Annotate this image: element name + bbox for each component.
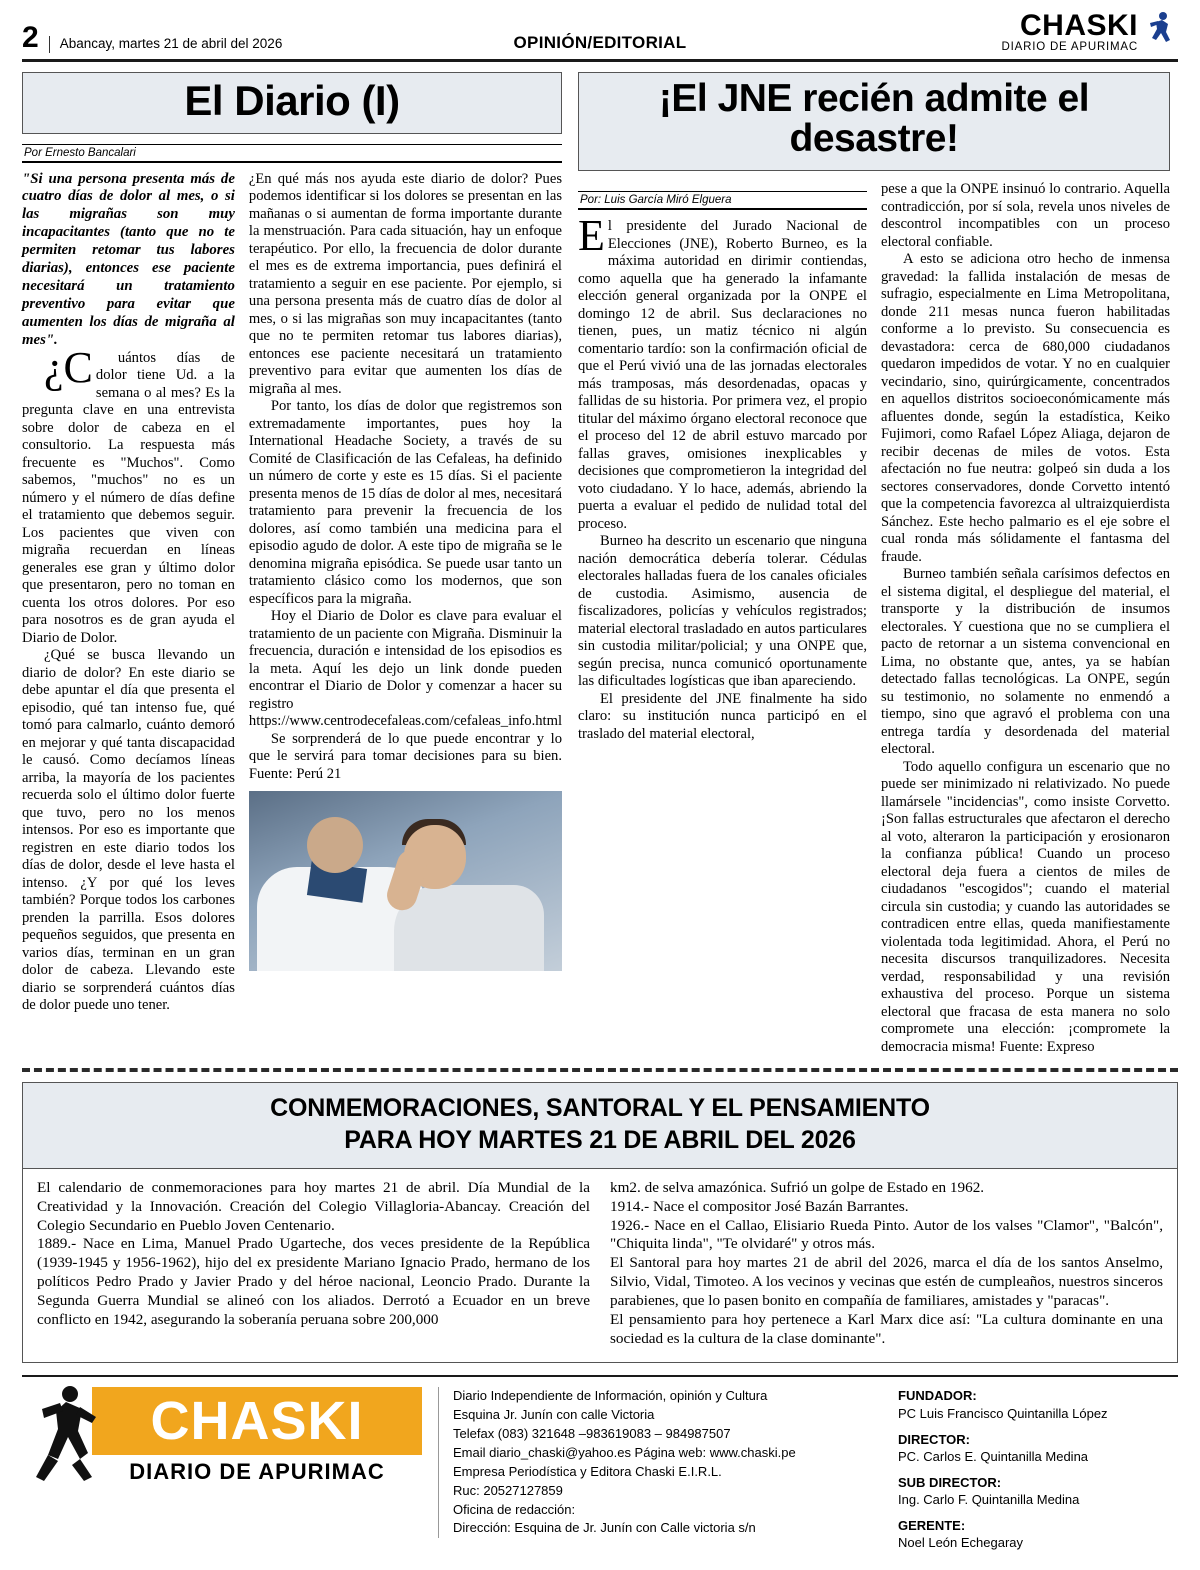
headline-left: El Diario (I) [184, 76, 400, 124]
paragraph: Burneo también señala carísimos defectos en el sistema digital, el despliegue del material, el transporte y la distribución de insumos electorales. Y cuestiona que no se cumpliera el pacto de retornar a un sistema convencional en Lima, no obstante que, antes, ya se habían detectado fallas tecnológicas. La ONPE, según su testimonio, no solamente no enmendó a tiempo, sino que agravó el problema con una entrega tardía y desordenada del material electoral. [881, 566, 1170, 758]
footer-info-line: Email diario_chaski@yahoo.es Página web: www.chaski.pe [453, 1445, 796, 1460]
paragraph: El presidente del Jurado Nacional de Elecciones (JNE), Roberto Burneo, es la máxima autoridad en dirimir contiendas, como aquella que ha generado la infamante elección general organizada por la ONPE el domingo 12 de abril. Sus declaraciones no tienen, pues, un matiz técnico ni algún comentario tardío: son la confirmación oficial de que el Perú vivió una de las jornadas electorales más tramposas, más desordenadas, opacas y fallidas de su historia. Por primera vez, el propio titular del máximo órgano electoral reconoce que el proceso del 12 de abril estuvo marcado por fallas graves, omisiones inexplicables y decisiones que comprometieron la integridad del voto ciudadano. Y lo hace, además, abriendo la puerta a evaluar el pedido de nulidad total del proceso. [578, 211, 867, 532]
byline-right: Por: Luis García Miró Elguera [578, 191, 867, 210]
staff-name: PC. Carlos E. Quintanilla Medina [898, 1449, 1089, 1465]
paragraph: km2. de selva amazónica. Sufrió un golpe de Estado en 1962. [610, 1178, 985, 1196]
byline-left: Por Ernesto Bancalari [22, 144, 562, 163]
conmemoraciones-title-box [23, 1083, 1177, 1169]
brand-name: CHASKI [1019, 9, 1138, 42]
footer-info-line: Empresa Periodística y Editora Chaski E.I.R.L. [453, 1463, 722, 1479]
footer-logo [22, 1387, 422, 1485]
footer-contact-info [438, 1387, 882, 1538]
headline-right: ¡El JNE recién admite el desastre! [658, 76, 1090, 161]
right-col-2 [881, 181, 1170, 1056]
right-article-columns [578, 181, 1170, 1056]
staff-role: SUB DIRECTOR: [898, 1474, 1002, 1490]
conmemoraciones-body [23, 1169, 1177, 1363]
section-divider [22, 1068, 1178, 1072]
headline-box-left [22, 72, 562, 134]
conmemoraciones-section [22, 1082, 1178, 1363]
paragraph: Todo aquello configura un escenario que no puede ser minimizado ni relativizado. No puede llamársele "incidencias", como insiste Corvetto. ¡Son fallas estructurales que afectaron el derecho al voto, alteraron la participación y erosionaron la confianza pública! Cuando un proceso electoral deja fuera a cientos de miles de ciudadanos "escogidos"; cuando el material circula sin custodia; y cuando las autoridades se contradicen entre ellas, queda manifiestamente violentada toda legitimidad. Ahora, el Perú no necesita discursos tranquilizadores. Necesita verdad, responsabilidad y una revisión exhaustiva del proceso. Porque un sistema electoral que fracasa de esta manera no solo compromete una elección: ¡compromete la democracia misma! Fuente: Expreso [881, 758, 1170, 1055]
footer [22, 1375, 1178, 1551]
page-number: 2 [22, 20, 39, 54]
left-col-1 [22, 171, 235, 1015]
paragraph: 1926.- Nace en el Callao, Elisiario Rueda Pinto. Autor de los valses "Clamor", "Balcón", "Chiquita linda", "Te olvidaré" y otros más. [610, 1216, 1163, 1253]
footer-info-line: Telefax (083) 321648 –983619083 – 984987507 [453, 1426, 731, 1442]
conmemoraciones-col-1 [37, 1179, 590, 1349]
staff-role: GERENTE: [898, 1517, 966, 1533]
chaski-runner-icon [1144, 10, 1176, 50]
article-jne [578, 72, 1170, 1057]
paragraph: pese a que la ONPE insinuó lo contrario. Aquella contradicción, por sí sola, revela unos niveles de descontrol incompatibles con un proceso electoral confiable. [881, 181, 1170, 250]
article-photo-doctor-patient [249, 791, 562, 971]
staff-name: PC Luis Francisco Quintanilla López [898, 1406, 1108, 1422]
left-article-columns [22, 171, 562, 1015]
paragraph: Se sorprenderá de lo que puede encontrar y lo que le servirá para tomar decisiones para su bien. Fuente: Perú 21 [248, 730, 562, 782]
staff-role: FUNDADOR: [898, 1388, 977, 1404]
conmemoraciones-title-line1: CONMEMORACIONES, SANTORAL Y EL PENSAMIENTO [270, 1094, 930, 1123]
footer-logo-text: CHASKI [150, 1391, 364, 1452]
footer-logo-band [92, 1387, 422, 1455]
paragraph: Burneo ha descrito un escenario que ninguna nación democrática debería tolerar. Cédulas electorales halladas fuera de los canales oficiales de custodia. Asimismo, ausencia de fiscalizadores, policías y vehículos registrados; material electoral trasladado en autos particulares sin custodia militar/policial; y una ONPE que, según precisa, nunca comunicó oportunamente las dificultades logísticas que iban apareciendo. [578, 533, 867, 690]
chaski-runner-icon [30, 1381, 100, 1485]
masthead [22, 0, 1178, 62]
left-col-2 [249, 171, 562, 1015]
paragraph: A esto se adiciona otro hecho de inmensa gravedad: la fallida instalación de mesas de sufragio, especialmente en Lima Metropolitana, donde 211 mesas nunca fueron habilitadas conforme a lo previsto. Su consecuencia es devastadora: cerca de 680,000 ciudadanos quedaron impedidos de votar. Y no en cualquier vecindario, sino, quirúrgicamente, concentrados en aquellos distritos socioeconómicamente más afluentes donde, según la estadística, Keiko Fujimori, como Rafael López Aliaga, dejaron de recibir decenas de miles de votos. Esta afectación no fue neutra: golpeó sin duda a los sectores conservadores, donde Corvetto intentó que la competencia favorezca al ultraizquierdista Sánchez. Este hecho palmario es el eje sobre el cual ronda más sólidamente el fantasma del fraude. [881, 251, 1170, 565]
paragraph: ¿Cuántos días de dolor tiene Ud. a la semana o al mes? Es la pregunta clave en una entrevista sobre dolor de cabeza en el consultorio. La respuesta más frecuente es "Muchos". Como sabemos, "muchos" no es un número y el número de días define el tratamiento que debemos seguir. Los pacientes que viven con migraña recuerdan en líneas generales ese gran y último dolor que presentaron, pero no toman en cuenta los otros dolores. Por eso para nosotros es de gran ayuda el Diario de Dolor. [22, 342, 235, 646]
conmemoraciones-col-2 [610, 1179, 1163, 1349]
footer-info-line: Dirección: Esquina de Jr. Junín con Calle victoria s/n [453, 1520, 756, 1536]
paragraph: El calendario de conmemoraciones para hoy martes 21 de abril. Día Mundial de la Creatividad y la Innovación. Creación del Colegio Villagloria-Abancay. Creación del Colegio Secundario en Pueblo Joven Centenario. [37, 1178, 590, 1234]
staff-name: Noel León Echegaray [898, 1535, 1024, 1551]
paragraph: ¿En qué más nos ayuda este diario de dolor? Pues podemos identificar si los dolores se presentan en las mañanas o si aumentan de forma importante durante la menstruación. Para cada situación, hay un enfoque terapéutico. Por ello, la frecuencia de dolor durante el mes es de extrema importancia, pues definirá el tratamiento a seguir en ese paciente. Por ejemplo, si una persona presenta más de cuatro días de dolor al mes, o si las migrañas son muy incapacitantes (tanto que no te permiten retomar tus labores diarias), entonces ese paciente necesitará un tratamiento preventivo para evitar que aumenten los días de migraña al mes. [248, 170, 562, 397]
right-col-1 [578, 181, 867, 1056]
paragraph: 1889.- Nace en Lima, Manuel Prado Ugarteche, dos veces presidente de la República (1939-1945 y 1956-1962), hijo del ex presidente Mariano Ignacio Prado, hermano de los políticos Pedro Prado y Javier Prado y del héroe nacional, Leoncio Prado. Durante la Segunda Guerra Mundial se alineó con los aliados. Derrotó a Ecuador en un breve conflicto en 1942, asegurando la soberanía peruana sobre 200,000 [37, 1235, 590, 1328]
brand-subtitle: DIARIO DE APURIMAC [1001, 40, 1138, 53]
paragraph: ¿Qué se busca llevando un diario de dolor? En este diario se debe apuntar el día que presenta el episodio, qué tan intenso fue, qué tomó para calmarlo, cuánto demoró en mejorar y qué tanta discapacidad le causó. Como decíamos líneas arriba, la mayoría de los pacientes recuerda solo el último dolor fuerte que tuvo, pero no los menos intensos. Por eso es importante que registren en este diario todos los días de dolor, desde el leve hasta el intenso. ¿Y por qué los leves también? Porque todos los carbones prenden la parrilla. Esos dolores pequeños seguidos, que presenta en varios días, terminan en un gran dolor de cabeza. Llevando este diario se sorprenderá cuántos días de dolor puede uno tener. [22, 647, 235, 1013]
articles-area [22, 72, 1178, 1057]
footer-info-line: Ruc: 20527127859 [453, 1482, 563, 1498]
paragraph: El Santoral para hoy martes 21 de abril del 2026, marca el día de los santos Anselmo, Silvio, Vidal, Timoteo. A los vecinos y vecinas que estén de cumpleaños, nuestros sinceros parabienes, que lo pasen bonito en compañía de familiares, amistades y "paracas". [610, 1254, 1163, 1309]
staff-name: Ing. Carlo F. Quintanilla Medina [898, 1492, 1080, 1508]
staff-role: DIRECTOR: [898, 1431, 970, 1447]
article-el-diario [22, 72, 562, 1057]
paragraph: Por tanto, los días de dolor que registremos son extremadamente importantes, pues hoy la International Headache Society, a través de su Comité de Clasificación de las Cefaleas, ha definido un número de corte y este es 15 días. Si el paciente presenta menos de 15 días de dolor al mes, necesitará tratamiento para prevenir la frecuencia de los dolores, así como también una medicina para el episodio agudo de dolor. A este tipo de migraña se le denomina migraña episódica. Se puede usar tanto un tratamiento clásico como los modernos, que son específicos para la migraña. [248, 398, 562, 607]
footer-logo-subtitle: DIARIO DE APURIMAC [129, 1459, 385, 1485]
paragraph: El presidente del JNE finalmente ha sido claro: su institución nunca participó en el traslado del material electoral, [578, 690, 867, 742]
conmemoraciones-title-line2: PARA HOY MARTES 21 DE ABRIL DEL 2026 [344, 1125, 856, 1154]
masthead-section-title: OPINIÓN/EDITORIAL [513, 32, 687, 52]
footer-info-line: Oficina de redacción: [453, 1501, 576, 1517]
lead-paragraph: "Si una persona presenta más de cuatro días de dolor al mes, o si las migrañas son muy incapacitantes (tanto que no te permiten retomar tus labores diarias), entonces ese paciente necesitará un tratamiento preventivo para evitar que aumenten los días de migraña al mes". [22, 170, 235, 348]
footer-info-line: Esquina Jr. Junín con calle Victoria [453, 1407, 655, 1423]
masthead-brand [1001, 9, 1178, 53]
paragraph: Hoy el Diario de Dolor es clave para evaluar el tratamiento de un paciente con Migraña. Disminuir la frecuencia, duración e intensidad de los episodios es la meta. Aquí les dejo un link donde pueden encontrar el Diario de Dolor y comenzar a hacer su registro https://www.centrodecefaleas.com/cefaleas_info.html [248, 608, 562, 730]
footer-info-line: Diario Independiente de Información, opinión y Cultura [453, 1388, 768, 1404]
paragraph: El pensamiento para hoy pertenece a Karl Marx dice así: "La cultura dominante en una sociedad es la cultura de la clase dominante". [610, 1310, 1163, 1347]
footer-staff [898, 1387, 1178, 1551]
masthead-date: Abancay, martes 21 de abril del 2026 [49, 36, 283, 53]
headline-box-right [578, 72, 1170, 172]
paragraph: 1914.- Nace el compositor José Bazán Barrantes. [610, 1197, 909, 1215]
